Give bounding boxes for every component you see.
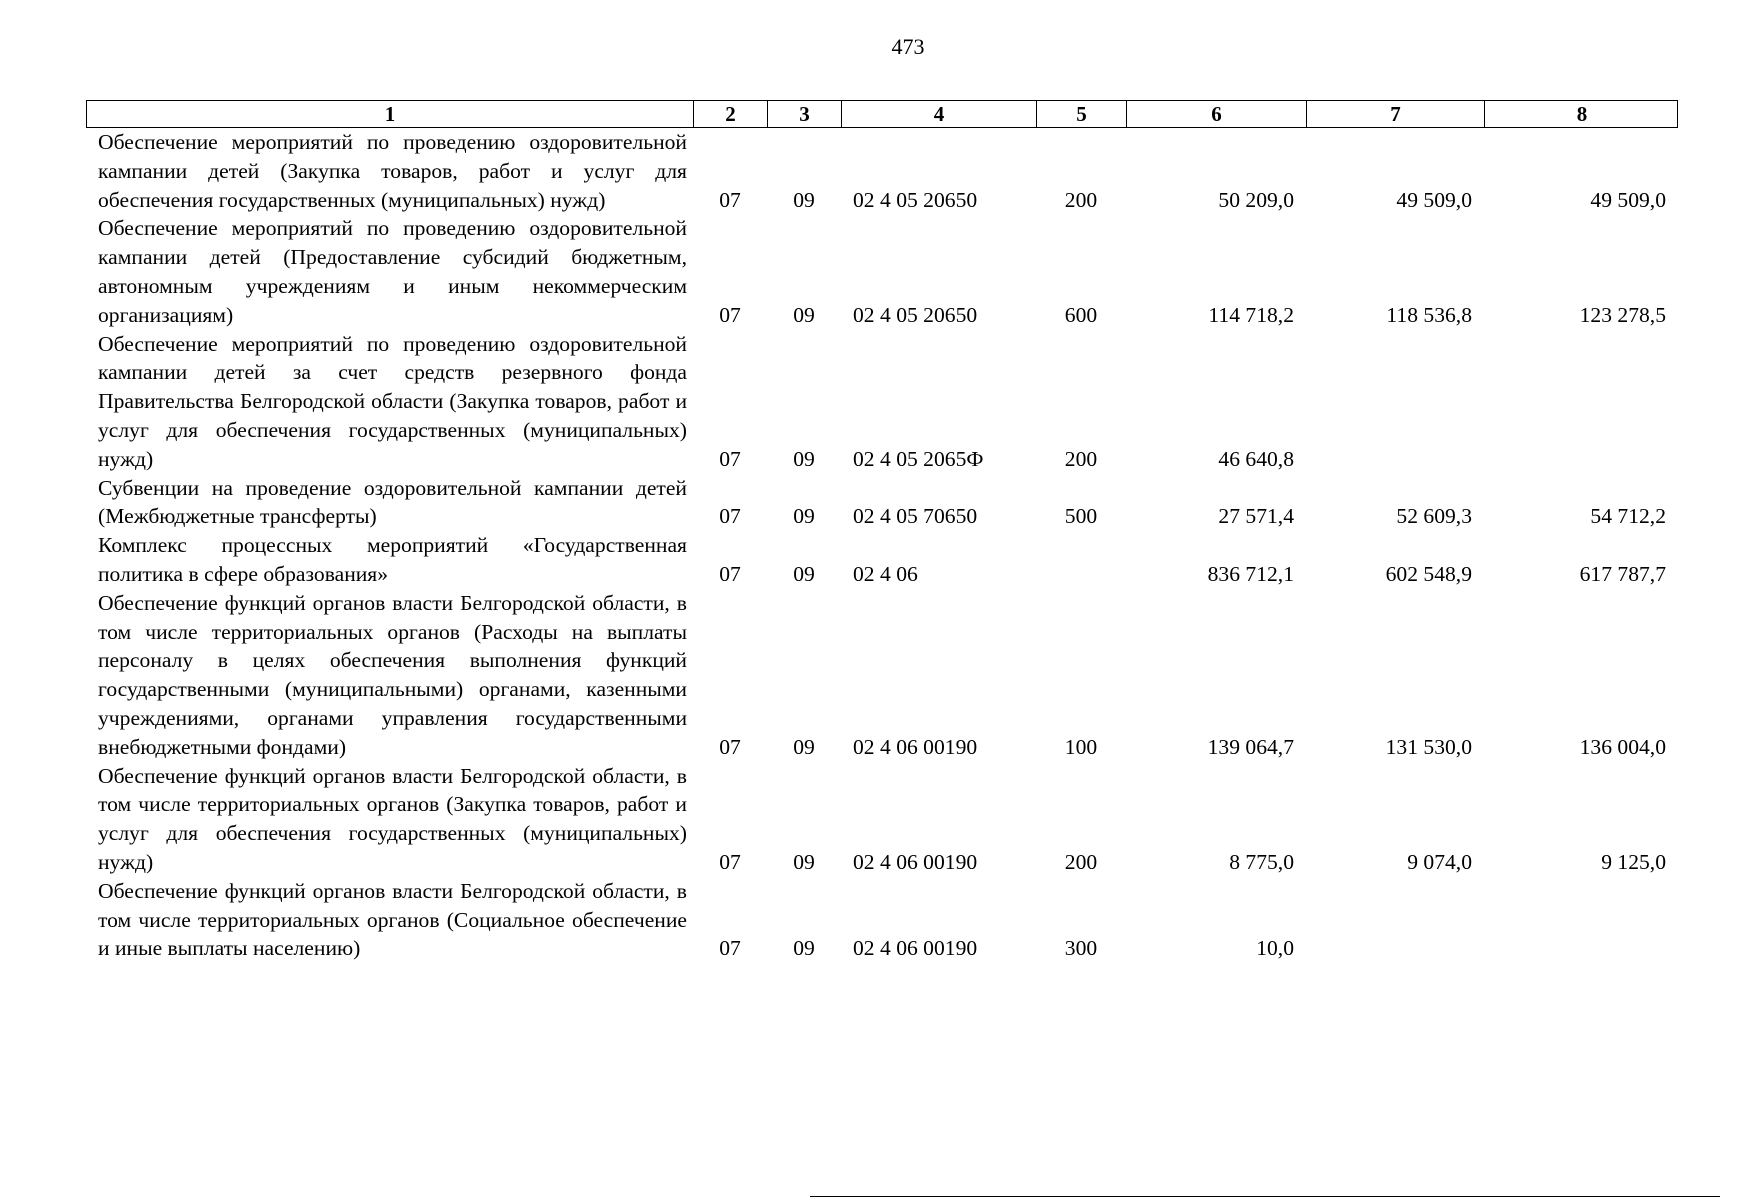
section-code: 07 [719,446,741,471]
target-article-code: 02 4 06 00190 [853,849,978,874]
target-article-code: 02 4 06 00190 [853,734,978,759]
expense-type-code: 100 [1064,734,1098,759]
amount-col-6: 114 718,2 [1208,302,1294,327]
subsection-code: 09 [793,849,815,874]
amount-col-7: 9 074,0 [1407,849,1472,874]
row-description: Обеспечение мероприятий по проведению оздоровительной кампании детей (Предоставление субсидий бюджетным, автономным учреждениям и иным некоммерческим организациям) [98,216,687,327]
amount-col-6: 836 712,1 [1207,561,1294,586]
target-article-code: 02 4 06 00190 [853,936,978,961]
amount-col-7 [1306,877,1484,963]
section-code: 07 [719,187,741,212]
subsection-code: 09 [793,446,815,471]
table-row [86,330,1678,474]
expense-type-code: 200 [1064,446,1098,471]
amount-col-7: 602 548,9 [1385,561,1472,586]
header-col-4: 4 [842,101,1037,127]
row-description: Субвенции на проведение оздоровительной кампании детей (Межбюджетные трансферты) [98,475,687,529]
table-row [86,762,1678,877]
amount-col-6: 8 775,0 [1229,849,1294,874]
amount-col-6: 27 571,4 [1218,504,1294,529]
expense-type-code: 200 [1064,849,1098,874]
header-col-1: 1 [87,101,694,127]
subsection-code: 09 [793,187,815,212]
header-col-8: 8 [1576,102,1588,126]
header-col-2: 2 [694,101,768,127]
target-article-code: 02 4 06 [853,561,918,586]
page-number: 473 [891,34,925,59]
amount-col-6: 139 064,7 [1207,734,1294,759]
amount-col-8: 136 004,0 [1579,734,1666,759]
row-description: Обеспечение функций органов власти Белгородской области, в том числе территориальных органов (Расходы на выплаты персоналу в целях обеспечения выполнения функций государственными (муниципальными) органами, казенными учреждениями, органами управления государственными внебюджетными фондами) [98,590,687,759]
amount-col-7: 131 530,0 [1385,734,1472,759]
table-body [86,128,1678,963]
subsection-code: 09 [793,561,815,586]
budget-table [86,100,1678,963]
bottom-divider [810,1196,1720,1197]
section-code: 07 [719,504,741,529]
amount-col-8: 49 509,0 [1590,187,1666,212]
header-col-6: 6 [1127,101,1307,127]
expense-type-code [1036,531,1126,589]
row-description: Комплекс процессных мероприятий «Государственная политика в сфере образования» [98,533,687,586]
table-row [86,531,1678,589]
subsection-code: 09 [793,302,815,327]
section-code: 07 [719,849,741,874]
amount-col-7: 49 509,0 [1396,187,1472,212]
amount-col-8: 123 278,5 [1579,302,1666,327]
header-col-5: 5 [1037,101,1127,127]
amount-col-6: 10,0 [1256,936,1294,961]
row-description: Обеспечение функций органов власти Белгородской области, в том числе территориальных органов (Социальное обеспечение и иные выплаты населению) [98,878,687,961]
amount-col-8: 54 712,2 [1590,504,1666,529]
amount-col-6: 46 640,8 [1218,446,1294,471]
row-description: Обеспечение мероприятий по проведению оздоровительной кампании детей за счет средств резервного фонда Правительства Белгородской области (Закупка товаров, работ и услуг для обеспечения государственных (муниципальных) нужд) [98,331,687,471]
section-code: 07 [719,561,741,586]
header-col-7: 7 [1307,101,1485,127]
amount-col-6: 50 209,0 [1218,187,1294,212]
subsection-code: 09 [793,734,815,759]
target-article-code: 02 4 05 70650 [853,504,978,529]
expense-type-code: 200 [1064,187,1098,212]
section-code: 07 [719,302,741,327]
target-article-code: 02 4 05 20650 [853,302,978,327]
target-article-code: 02 4 05 20650 [853,187,978,212]
table-row [86,214,1678,329]
target-article-code: 02 4 05 2065Ф [853,446,984,471]
subsection-code: 09 [793,504,815,529]
table-row [86,877,1678,963]
amount-col-8: 9 125,0 [1601,849,1666,874]
row-description: Обеспечение функций органов власти Белгородской области, в том числе территориальных органов (Закупка товаров, работ и услуг для обеспечения государственных (муниципальных) нужд) [98,763,687,874]
amount-col-8: 617 787,7 [1579,561,1666,586]
subsection-code: 09 [793,936,815,961]
header-col-3: 3 [768,101,842,127]
amount-col-8 [1484,877,1678,963]
table-row [86,474,1678,532]
amount-col-8 [1484,330,1678,474]
row-description: Обеспечение мероприятий по проведению оздоровительной кампании детей (Закупка товаров, работ и услуг для обеспечения государственных (муниципальных) нужд) [98,130,687,212]
expense-type-code: 500 [1064,504,1098,529]
table-row [86,128,1678,214]
expense-type-code: 600 [1064,302,1098,327]
table-header [86,100,1678,128]
expense-type-code: 300 [1064,936,1098,961]
amount-col-7 [1306,330,1484,474]
section-code: 07 [719,936,741,961]
section-code: 07 [719,734,741,759]
table-row [86,589,1678,762]
amount-col-7: 118 536,8 [1386,302,1472,327]
amount-col-7: 52 609,3 [1396,504,1472,529]
